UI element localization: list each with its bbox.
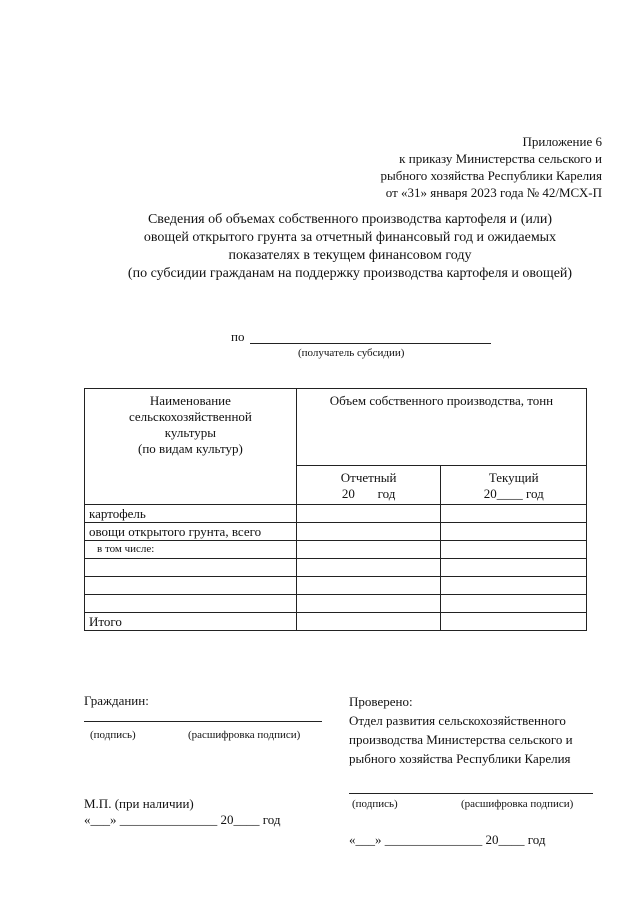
citizen-decode-caption: (расшифровка подписи): [188, 729, 301, 741]
appendix-line: от «31» января 2023 года № 42/МСХ-П: [385, 185, 602, 200]
appendix-line: Приложение 6: [522, 134, 602, 149]
cell-reporting[interactable]: [296, 577, 441, 595]
document-title: [100, 211, 600, 283]
table-row: [85, 595, 587, 613]
official-signature-line[interactable]: [349, 793, 593, 794]
appendix-line: к приказу Министерства сельского и: [399, 151, 602, 166]
dept-line: Отдел развития сельскохозяйственного: [349, 713, 566, 728]
row-label: [85, 577, 297, 595]
header-crop-name: Наименование сельскохозяйственной культуры (по видам культур): [85, 389, 297, 505]
table-row: [85, 559, 587, 577]
row-label: картофель: [85, 505, 297, 523]
cell-reporting[interactable]: [296, 541, 441, 559]
cell-current[interactable]: [441, 523, 587, 541]
dept-line: рыбного хозяйства Республики Карелия: [349, 751, 571, 766]
row-label: в том числе:: [85, 541, 297, 559]
citizen-sign-caption: (подпись): [90, 729, 136, 741]
cell-reporting[interactable]: [296, 505, 441, 523]
title-line: Сведения об объемах собственного производства картофеля и (или): [147, 212, 553, 227]
dept-line: производства Министерства сельского и: [349, 732, 573, 747]
header-reporting-year: Отчетный 20 год: [296, 466, 441, 505]
row-label: [85, 595, 297, 613]
title-line: (по субсидии гражданам на поддержку производства картофеля и овощей): [127, 266, 573, 281]
stamp-label: М.П. (при наличии): [84, 796, 194, 811]
recipient-field-line[interactable]: [250, 343, 491, 344]
cell-current[interactable]: [441, 613, 587, 631]
table-row-total: [85, 613, 587, 631]
cell-reporting[interactable]: [296, 523, 441, 541]
header-current-year: Текущий 20____ год: [441, 466, 587, 505]
cell-reporting[interactable]: [296, 595, 441, 613]
appendix-line: рыбного хозяйства Республики Карелия: [380, 168, 602, 183]
row-label: [85, 559, 297, 577]
appendix-reference: [380, 133, 602, 201]
table-row: [85, 577, 587, 595]
citizen-date[interactable]: «___» _______________ 20____ год: [84, 812, 281, 827]
cell-current[interactable]: [441, 577, 587, 595]
official-date[interactable]: «___» _______________ 20____ год: [349, 832, 546, 847]
recipient-caption: (получатель субсидии): [298, 347, 405, 359]
official-decode-caption: (расшифровка подписи): [461, 798, 574, 810]
official-sign-caption: (подпись): [352, 798, 398, 810]
cell-current[interactable]: [441, 505, 587, 523]
title-line: показателях в текущем финансовом году: [228, 248, 472, 263]
table-row: [85, 523, 587, 541]
row-label-total: Итого: [85, 613, 297, 631]
verified-heading: Проверено:: [349, 694, 413, 709]
row-label: овощи открытого грунта, всего: [85, 523, 297, 541]
cell-current[interactable]: [441, 541, 587, 559]
citizen-signature-line[interactable]: [84, 721, 322, 722]
cell-reporting[interactable]: [296, 559, 441, 577]
cell-current[interactable]: [441, 595, 587, 613]
production-table: [84, 388, 587, 631]
verification-block: [349, 692, 573, 768]
cell-current[interactable]: [441, 559, 587, 577]
title-line: овощей открытого грунта за отчетный финансовый год и ожидаемых: [143, 230, 557, 245]
cell-reporting[interactable]: [296, 613, 441, 631]
header-production-volume: Объем собственного производства, тонн: [296, 389, 586, 466]
table-row: [85, 505, 587, 523]
recipient-prefix: по: [231, 329, 245, 344]
citizen-heading: Гражданин:: [84, 693, 149, 708]
table-row: [85, 541, 587, 559]
